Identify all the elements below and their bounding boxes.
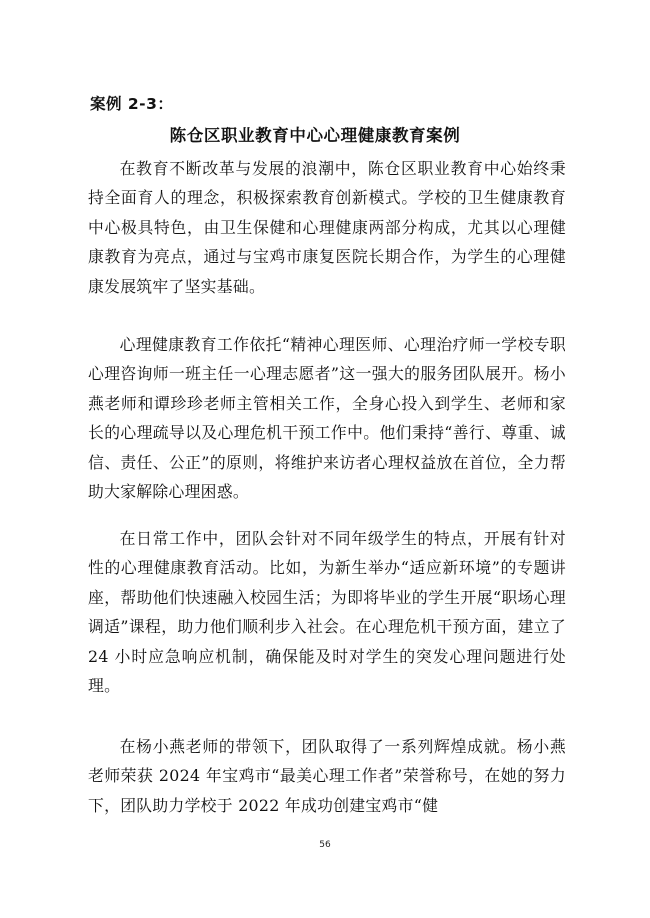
paragraph-1: 在教育不断改革与发展的浪潮中，陈仓区职业教育中心始终秉持全面育人的理念，积极探索教育创新模式。学校的卫生健康教育中心极具特色，由卫生保健和心理健康两部分构成，尤其以心理健康教育为亮点，通过与宝鸡市康复医院长期合作，为学生的心理健康发展筑牢了坚实基础。 <box>88 159 566 296</box>
page-number: 56 <box>319 840 331 850</box>
paragraph-2: 心理健康教育工作依托“精神心理医师、心理治疗师一学校专职心理咨询师一班主任一心理志愿者”这一强大的服务团队展开。杨小燕老师和谭珍珍老师主管相关工作，全身心投入到学生、老师和家长的心理疏导以及心理危机干预工作中。他们秉持“善行、尊重、诚信、责任、公正”的原则，将维护来访者心理权益放在首位，全力帮助大家解除心理困惑。 <box>88 335 566 502</box>
paragraph-3: 在日常工作中，团队会针对不同年级学生的特点，开展有针对性的心理健康教育活动。比如，为新生举办“适应新环境”的专题讲座，帮助他们快速融入校园生活；为即将毕业的学生开展“职场心理调适”课程，助力他们顺利步入社会。在心理危机干预方面，建立了 24 小时应急响应机制，确保能及时对学生的突发心理问题进行处理。 <box>88 529 566 696</box>
paragraph-4: 在杨小燕老师的带领下，团队取得了一系列辉煌成就。杨小燕老师荣获 2024 年宝鸡市“最美心理工作者”荣誉称号，在她的努力下，团队助力学校于 2022 年成功创建宝鸡市“健 <box>88 737 566 815</box>
case-label: 案例 2-3： <box>90 95 174 113</box>
document-title: 陈仓区职业教育中心心理健康教育案例 <box>169 126 461 145</box>
